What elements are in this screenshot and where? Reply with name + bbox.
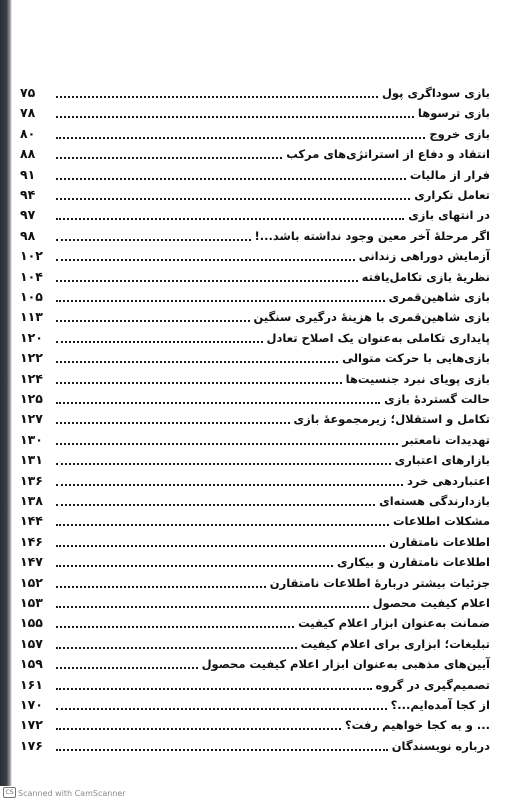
- toc-page-number: ۹۴: [20, 187, 36, 202]
- toc-entry-title: تعامل تکراری: [414, 188, 490, 202]
- toc-page-number: ۱۶۱: [20, 676, 43, 692]
- toc-dot-leader: [56, 647, 297, 649]
- table-of-contents: [20, 79, 490, 759]
- toc-entry-title: نظریهٔ بازی تکامل‌یافته: [361, 269, 490, 284]
- toc-entry: [20, 467, 490, 489]
- toc-entry-title: فرار از مالیات: [409, 167, 490, 182]
- toc-dot-leader: [56, 504, 375, 506]
- toc-dot-leader: [56, 361, 338, 363]
- toc-entry-title: مشکلات اطلاعات: [392, 514, 490, 529]
- toc-dot-leader: [56, 320, 250, 322]
- toc-page-number: ۹۸: [20, 227, 36, 243]
- toc-entry-title: حالت گستردهٔ بازی: [384, 392, 490, 406]
- toc-page-number: ۱۷۰: [20, 697, 43, 712]
- toc-entry: [20, 263, 490, 285]
- toc-entry: [20, 99, 490, 121]
- toc-page-number: ۱۷۶: [20, 737, 43, 753]
- toc-page-number: ۹۱: [20, 166, 36, 182]
- camscanner-logo: CS: [3, 787, 16, 798]
- toc-dot-leader: [56, 708, 387, 710]
- toc-entry: [20, 405, 490, 427]
- toc-dot-leader: [56, 300, 385, 302]
- toc-dot-leader: [56, 239, 251, 241]
- toc-dot-leader: [56, 565, 333, 567]
- toc-entry-title: بازی‌هایی با حرکت متوالی: [342, 351, 490, 366]
- toc-page-number: ۱۰۵: [20, 289, 43, 304]
- scanner-watermark-text: Scanned with CamScanner: [18, 789, 126, 798]
- toc-page-number: ۷۵: [20, 85, 36, 100]
- toc-page-number: ۱۳۱: [20, 452, 43, 468]
- toc-page-number: ۱۴۶: [20, 533, 43, 549]
- toc-entry-title: در انتهای بازی: [408, 208, 490, 223]
- toc-dot-leader: [56, 157, 282, 159]
- toc-page-number: ۱۲۵: [20, 391, 43, 406]
- toc-dot-leader: [56, 96, 378, 98]
- toc-page-number: ۱۷۲: [20, 717, 43, 733]
- toc-dot-leader: [56, 484, 403, 486]
- toc-entry-title: تبلیغات؛ ابزاری برای اعلام کیفیت: [300, 636, 490, 651]
- toc-entry: [20, 630, 490, 652]
- toc-entry-title: اطلاعات نامتقارن: [389, 534, 490, 549]
- toc-dot-leader: [56, 116, 414, 118]
- toc-page-number: ۱۲۴: [20, 370, 43, 386]
- toc-page-number: ۱۳۸: [20, 493, 43, 508]
- toc-dot-leader: [56, 198, 410, 200]
- toc-entry-title: بازی ترسوها: [417, 106, 490, 121]
- toc-entry: [20, 365, 490, 387]
- toc-entry: [20, 609, 490, 631]
- toc-dot-leader: [56, 178, 406, 180]
- toc-dot-leader: [56, 137, 425, 139]
- toc-entry: [20, 385, 490, 407]
- toc-entry-title: اعلام کیفیت محصول: [372, 596, 490, 610]
- toc-entry-title: بازارهای اعتباری: [394, 453, 490, 468]
- toc-entry: [20, 691, 490, 713]
- toc-entry-title: اطلاعات نامتقارن و بیکاری: [336, 555, 490, 570]
- toc-entry: [20, 222, 490, 244]
- toc-entry-title: بازی شاهین‌قمری با هزینهٔ درگیری سنگین: [253, 310, 490, 325]
- toc-entry: [20, 548, 490, 570]
- toc-entry: [20, 671, 490, 693]
- toc-entry-title: بازدارندگی هسته‌ای: [379, 494, 490, 508]
- book-binding-edge: [0, 0, 12, 800]
- toc-entry: [20, 79, 490, 101]
- toc-entry: [20, 528, 490, 550]
- toc-page-number: ۱۳۰: [20, 431, 43, 447]
- toc-dot-leader: [56, 728, 341, 730]
- toc-entry: [20, 242, 490, 264]
- toc-page-number: ۱۲۷: [20, 411, 43, 427]
- toc-entry: [20, 426, 490, 448]
- toc-dot-leader: [56, 402, 380, 404]
- toc-entry: [20, 344, 490, 366]
- toc-page-number: ۱۰۴: [20, 268, 43, 284]
- toc-page-number: ۱۵۲: [20, 574, 43, 590]
- toc-entry-title: تهدیدات نامعتبر: [402, 432, 490, 447]
- toc-entry-title: پایداری تکاملی به‌عنوان یک اصلاح تعادل: [266, 330, 490, 345]
- toc-entry: [20, 283, 490, 305]
- toc-entry-title: بازی خروج: [429, 126, 490, 141]
- toc-page-number: ۱۴۷: [20, 554, 43, 570]
- toc-page-number: ۸۸: [20, 146, 36, 162]
- toc-page-number: ۱۵۳: [20, 595, 43, 610]
- toc-page-number: ۱۲۲: [20, 350, 43, 366]
- toc-entry-title: آزمایش دوراهی زندانی: [358, 249, 490, 264]
- toc-entry-title: ... و به کجا خواهیم رفت؟: [345, 718, 490, 733]
- toc-entry-title: اگر مرحلهٔ آخر معین وجود نداشته باشد...!: [254, 228, 490, 243]
- toc-dot-leader: [56, 749, 388, 751]
- toc-dot-leader: [56, 422, 290, 424]
- toc-dot-leader: [56, 688, 372, 690]
- toc-entry: [20, 507, 490, 529]
- toc-page-number: ۱۰۲: [20, 248, 43, 264]
- toc-entry-title: بازی شاهین‌قمری: [388, 290, 490, 304]
- toc-dot-leader: [56, 524, 389, 526]
- toc-dot-leader: [56, 667, 198, 669]
- toc-page-number: ۱۵۷: [20, 635, 43, 651]
- toc-entry: [20, 569, 490, 591]
- toc-page-number: ۱۱۳: [20, 309, 43, 325]
- toc-dot-leader: [56, 586, 266, 588]
- toc-entry: [20, 181, 490, 203]
- toc-entry-title: انتقاد و دفاع از استراتژی‌های مرکب: [286, 147, 490, 162]
- toc-entry-title: ضمانت به‌عنوان ابزار اعلام کیفیت: [298, 616, 490, 631]
- toc-dot-leader: [56, 545, 385, 547]
- toc-entry-title: تکامل و استقلال؛ زیرمجموعهٔ بازی: [293, 412, 490, 427]
- toc-entry: [20, 303, 490, 325]
- toc-dot-leader: [56, 218, 404, 220]
- toc-dot-leader: [56, 341, 263, 343]
- toc-entry: [20, 161, 490, 183]
- toc-entry-title: آیین‌های مذهبی به‌عنوان ابزار اعلام کیفیت محصول: [201, 657, 490, 672]
- toc-entry: [20, 120, 490, 142]
- toc-entry: [20, 324, 490, 346]
- toc-page-number: ۸۰: [20, 125, 36, 141]
- toc-page-number: ۱۳۶: [20, 472, 43, 488]
- toc-entry-title: از کجا آمده‌ایم...؟: [390, 698, 490, 712]
- toc-page-number: ۱۵۵: [20, 615, 43, 631]
- toc-dot-leader: [56, 280, 358, 282]
- toc-dot-leader: [56, 626, 294, 628]
- toc-dot-leader: [56, 463, 391, 465]
- toc-entry-title: بازی سوداگری پول: [381, 86, 490, 100]
- toc-page-number: ۱۵۹: [20, 656, 43, 672]
- toc-page-number: ۱۲۰: [20, 329, 43, 345]
- toc-entry-title: جزئیات بیشتر دربارهٔ اطلاعات نامتقارن: [269, 575, 490, 590]
- toc-entry: [20, 446, 490, 468]
- book-page: [12, 0, 527, 800]
- toc-page-number: ۱۴۴: [20, 513, 43, 529]
- toc-entry: [20, 201, 490, 223]
- toc-entry: [20, 487, 490, 509]
- toc-entry: [20, 732, 490, 754]
- toc-dot-leader: [56, 382, 342, 384]
- toc-entry-title: بازی پویای نبرد جنسیت‌ها: [345, 371, 490, 386]
- toc-entry: [20, 650, 490, 672]
- toc-page-number: ۷۸: [20, 105, 36, 121]
- toc-entry: [20, 140, 490, 162]
- toc-dot-leader: [56, 606, 369, 608]
- toc-entry: [20, 589, 490, 611]
- scanner-footer: [0, 786, 527, 800]
- toc-entry-title: تصمیم‌گیری در گروه: [375, 677, 490, 692]
- toc-dot-leader: [56, 259, 355, 261]
- toc-page-number: ۹۷: [20, 207, 36, 223]
- toc-entry-title: درباره نویسندگان: [391, 738, 490, 753]
- toc-entry: [20, 711, 490, 733]
- toc-dot-leader: [56, 443, 398, 445]
- toc-entry-title: اعتباردهی خرد: [407, 473, 490, 488]
